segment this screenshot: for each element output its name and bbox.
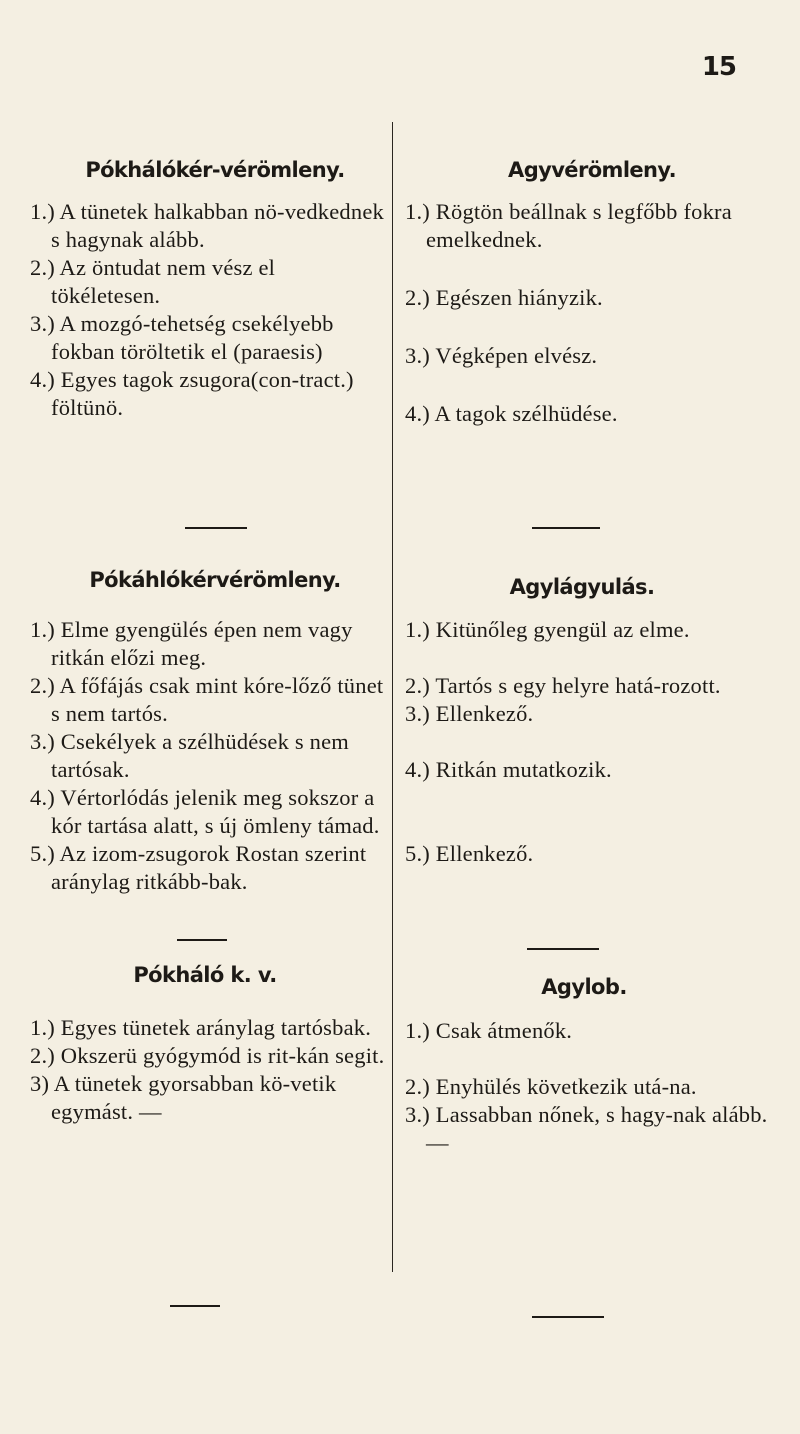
section-rule xyxy=(532,1316,604,1318)
section-2-left-list xyxy=(30,616,388,896)
list-item: 2.) Az öntudat nem vész el tökéletesen. xyxy=(30,255,276,308)
section-1-left-title: Pókhálókér-vérömleny. xyxy=(85,158,345,182)
list-item: 3.) A mozgó-tehetség csekélyebb fokban töröltetik el (paraesis) xyxy=(30,311,334,364)
list-item: 1.) A tünetek halkabban nö-vedkednek s hagynak alább. xyxy=(30,199,384,252)
section-2-right-title: Agylágyulás. xyxy=(509,575,655,599)
section-3-left-list xyxy=(30,1014,388,1126)
list-item: 1.) Egyes tünetek aránylag tartósbak. xyxy=(30,1015,372,1040)
list-item: 3) A tünetek gyorsabban kö-vetik egymást. — xyxy=(30,1071,337,1124)
section-rule xyxy=(177,939,227,941)
list-item: 3.) Ellenkező. xyxy=(405,701,534,726)
list-item: 4.) Egyes tagok zsugora(con-tract.) föltünö. xyxy=(30,367,354,420)
list-item: 5.) Az izom-zsugorok Rostan szerint aránylag ritkább-bak. xyxy=(30,841,367,894)
section-3-right-title: Agylob. xyxy=(541,975,627,999)
list-item: 3.) Végképen elvész. xyxy=(405,343,598,368)
list-item: 4.) Ritkán mutatkozik. xyxy=(405,757,612,782)
section-3-left-title: Pókháló k. v. xyxy=(133,963,277,987)
list-item: 1.) Kitünőleg gyengül az elme. xyxy=(405,617,690,642)
section-rule xyxy=(532,527,600,529)
section-3-right-list xyxy=(405,1017,775,1157)
section-1-right-title: Agyvérömleny. xyxy=(508,158,676,182)
list-item: 1.) Elme gyengülés épen nem vagy ritkán előzi meg. xyxy=(30,617,353,670)
list-item: 5.) Ellenkező. xyxy=(405,841,534,866)
section-1-left-list xyxy=(30,198,388,422)
page-number: 15 xyxy=(701,52,736,82)
section-2-left-title: Pókáhlókérvérömleny. xyxy=(89,568,341,592)
section-rule xyxy=(185,527,247,529)
section-1-right-list xyxy=(405,198,775,428)
list-item: 2.) A főfájás csak mint kóre-lőző tünet s nem tartós. xyxy=(30,673,384,726)
list-item: 4.) A tagok szélhüdése. xyxy=(405,401,618,426)
list-item: 2.) Enyhülés következik utá-na. xyxy=(405,1074,697,1099)
list-item: 1.) Rögtön beállnak s legfőbb fokra emelkednek. xyxy=(405,199,732,252)
list-item: 2.) Egészen hiányzik. xyxy=(405,285,603,310)
list-item: 2.) Tartós s egy helyre hatá-rozott. xyxy=(405,673,721,698)
list-item: 2.) Okszerü gyógymód is rit-kán segit. xyxy=(30,1043,385,1068)
list-item: 1.) Csak átmenők. xyxy=(405,1018,573,1043)
section-rule xyxy=(527,948,599,950)
section-rule xyxy=(170,1305,220,1307)
list-item: 3.) Csekélyek a szélhüdések s nem tartósak. xyxy=(30,729,350,782)
list-item: 4.) Vértorlódás jelenik meg sokszor a kór tartása alatt, s új ömleny támad. xyxy=(30,785,380,838)
section-2-right-list xyxy=(405,616,775,868)
column-divider xyxy=(392,122,393,1272)
list-item: 3.) Lassabban nőnek, s hagy-nak alább. — xyxy=(405,1102,768,1155)
